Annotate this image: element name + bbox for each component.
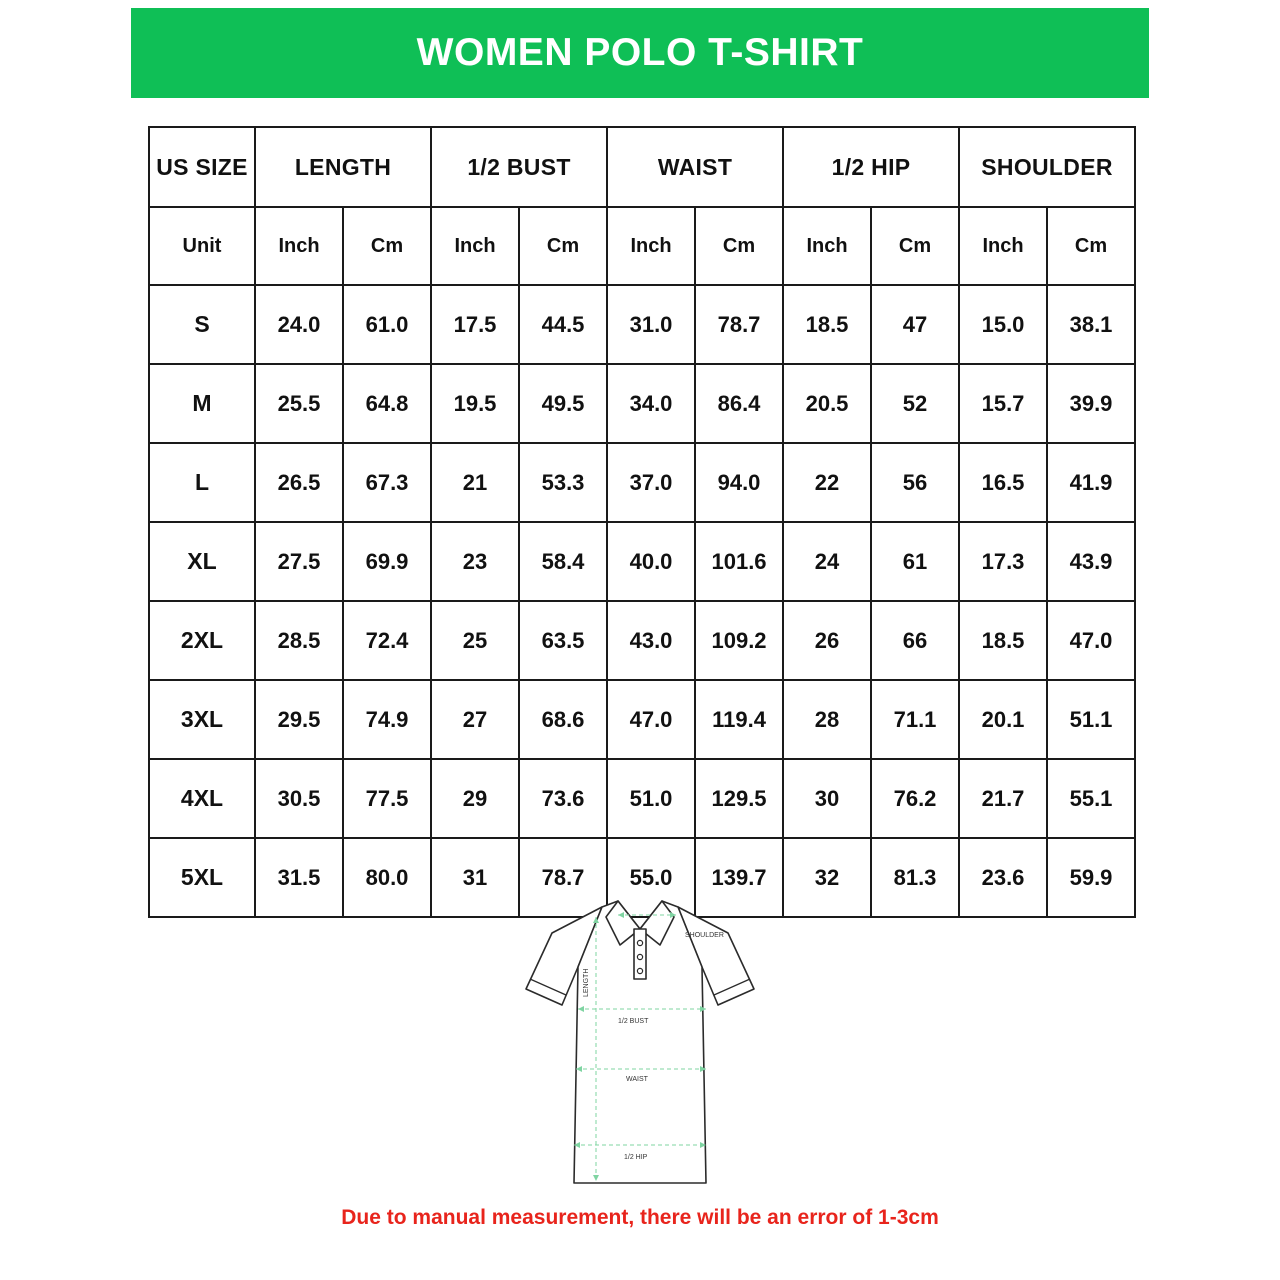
cell-length-inch: 25.5	[255, 364, 343, 443]
table-row	[149, 443, 1135, 522]
cell-waist-inch: 47.0	[607, 680, 695, 759]
unit-label: Unit	[149, 207, 255, 285]
illustration-label-length: LENGTH	[583, 968, 590, 997]
cell-waist-inch: 31.0	[607, 285, 695, 364]
cell-shoulder-cm: 38.1	[1047, 285, 1135, 364]
group-header-us-size: US SIZE	[149, 127, 255, 207]
cell-shoulder-cm: 43.9	[1047, 522, 1135, 601]
cell-waist-cm: 139.7	[695, 838, 783, 917]
cell-length-inch: 26.5	[255, 443, 343, 522]
cell-shoulder-inch: 21.7	[959, 759, 1047, 838]
cell-waist-inch: 51.0	[607, 759, 695, 838]
cell-hip-cm: 76.2	[871, 759, 959, 838]
cell-shoulder-inch: 23.6	[959, 838, 1047, 917]
cell-hip-inch: 30	[783, 759, 871, 838]
cell-length-inch: 29.5	[255, 680, 343, 759]
polo-shirt-illustration	[500, 893, 780, 1193]
cell-hip-inch: 32	[783, 838, 871, 917]
unit-waist-cm: Cm	[695, 207, 783, 285]
cell-length-cm: 80.0	[343, 838, 431, 917]
page-title: WOMEN POLO T-SHIRT	[416, 31, 864, 74]
table-row	[149, 285, 1135, 364]
cell-length-cm: 69.9	[343, 522, 431, 601]
cell-bust-inch: 17.5	[431, 285, 519, 364]
cell-bust-cm: 53.3	[519, 443, 607, 522]
table-group-header-row	[149, 127, 1135, 207]
cell-hip-cm: 47	[871, 285, 959, 364]
unit-bust-inch: Inch	[431, 207, 519, 285]
table-unit-row	[149, 207, 1135, 285]
cell-shoulder-inch: 16.5	[959, 443, 1047, 522]
cell-shoulder-cm: 59.9	[1047, 838, 1135, 917]
cell-length-cm: 64.8	[343, 364, 431, 443]
illustration-label-shoulder: SHOULDER	[685, 932, 724, 939]
unit-waist-inch: Inch	[607, 207, 695, 285]
cell-shoulder-inch: 20.1	[959, 680, 1047, 759]
cell-waist-cm: 94.0	[695, 443, 783, 522]
unit-shoulder-inch: Inch	[959, 207, 1047, 285]
illustration-label-half-bust: 1/2 BUST	[618, 1018, 649, 1025]
measurement-disclaimer: Due to manual measurement, there will be an error of 1-3cm	[341, 1206, 939, 1229]
cell-bust-inch: 29	[431, 759, 519, 838]
row-size: 4XL	[149, 759, 255, 838]
group-header-length: LENGTH	[255, 127, 431, 207]
cell-waist-inch: 34.0	[607, 364, 695, 443]
group-header-waist: WAIST	[607, 127, 783, 207]
table-row	[149, 364, 1135, 443]
cell-hip-cm: 81.3	[871, 838, 959, 917]
unit-hip-cm: Cm	[871, 207, 959, 285]
cell-bust-cm: 58.4	[519, 522, 607, 601]
cell-length-inch: 28.5	[255, 601, 343, 680]
cell-length-inch: 30.5	[255, 759, 343, 838]
cell-length-cm: 61.0	[343, 285, 431, 364]
cell-length-cm: 77.5	[343, 759, 431, 838]
cell-bust-cm: 68.6	[519, 680, 607, 759]
cell-bust-cm: 44.5	[519, 285, 607, 364]
illustration-label-waist: WAIST	[626, 1076, 648, 1083]
group-header-shoulder: SHOULDER	[959, 127, 1135, 207]
cell-hip-cm: 66	[871, 601, 959, 680]
table-row	[149, 759, 1135, 838]
cell-hip-cm: 56	[871, 443, 959, 522]
cell-length-cm: 67.3	[343, 443, 431, 522]
unit-length-inch: Inch	[255, 207, 343, 285]
cell-shoulder-inch: 18.5	[959, 601, 1047, 680]
cell-shoulder-cm: 51.1	[1047, 680, 1135, 759]
cell-hip-inch: 18.5	[783, 285, 871, 364]
cell-waist-cm: 119.4	[695, 680, 783, 759]
cell-waist-inch: 43.0	[607, 601, 695, 680]
cell-hip-cm: 71.1	[871, 680, 959, 759]
cell-shoulder-cm: 47.0	[1047, 601, 1135, 680]
row-size: L	[149, 443, 255, 522]
unit-bust-cm: Cm	[519, 207, 607, 285]
group-header-half-hip: 1/2 HIP	[783, 127, 959, 207]
cell-bust-inch: 25	[431, 601, 519, 680]
row-size: XL	[149, 522, 255, 601]
cell-length-inch: 27.5	[255, 522, 343, 601]
cell-waist-inch: 37.0	[607, 443, 695, 522]
cell-shoulder-inch: 15.0	[959, 285, 1047, 364]
cell-bust-cm: 78.7	[519, 838, 607, 917]
table-row	[149, 601, 1135, 680]
cell-shoulder-cm: 41.9	[1047, 443, 1135, 522]
cell-hip-inch: 22	[783, 443, 871, 522]
cell-hip-inch: 26	[783, 601, 871, 680]
cell-length-cm: 72.4	[343, 601, 431, 680]
header-banner	[131, 8, 1149, 98]
cell-bust-inch: 19.5	[431, 364, 519, 443]
cell-length-inch: 31.5	[255, 838, 343, 917]
cell-shoulder-cm: 55.1	[1047, 759, 1135, 838]
cell-length-inch: 24.0	[255, 285, 343, 364]
cell-waist-inch: 40.0	[607, 522, 695, 601]
size-table-wrapper	[148, 126, 1132, 918]
cell-bust-inch: 27	[431, 680, 519, 759]
cell-hip-inch: 28	[783, 680, 871, 759]
cell-waist-cm: 86.4	[695, 364, 783, 443]
table-row	[149, 680, 1135, 759]
row-size: 3XL	[149, 680, 255, 759]
cell-hip-cm: 52	[871, 364, 959, 443]
cell-bust-cm: 49.5	[519, 364, 607, 443]
cell-length-cm: 74.9	[343, 680, 431, 759]
size-table	[148, 126, 1136, 918]
unit-hip-inch: Inch	[783, 207, 871, 285]
cell-waist-cm: 109.2	[695, 601, 783, 680]
cell-waist-cm: 101.6	[695, 522, 783, 601]
cell-shoulder-inch: 15.7	[959, 364, 1047, 443]
cell-shoulder-cm: 39.9	[1047, 364, 1135, 443]
cell-bust-inch: 21	[431, 443, 519, 522]
illustration-label-half-hip: 1/2 HIP	[624, 1154, 648, 1161]
row-size: M	[149, 364, 255, 443]
cell-bust-cm: 73.6	[519, 759, 607, 838]
unit-length-cm: Cm	[343, 207, 431, 285]
row-size: S	[149, 285, 255, 364]
cell-waist-cm: 129.5	[695, 759, 783, 838]
unit-shoulder-cm: Cm	[1047, 207, 1135, 285]
group-header-half-bust: 1/2 BUST	[431, 127, 607, 207]
cell-waist-cm: 78.7	[695, 285, 783, 364]
cell-bust-cm: 63.5	[519, 601, 607, 680]
cell-hip-inch: 24	[783, 522, 871, 601]
cell-hip-inch: 20.5	[783, 364, 871, 443]
cell-bust-inch: 31	[431, 838, 519, 917]
table-row	[149, 522, 1135, 601]
row-size: 5XL	[149, 838, 255, 917]
row-size: 2XL	[149, 601, 255, 680]
cell-hip-cm: 61	[871, 522, 959, 601]
cell-waist-inch: 55.0	[607, 838, 695, 917]
cell-bust-inch: 23	[431, 522, 519, 601]
cell-shoulder-inch: 17.3	[959, 522, 1047, 601]
